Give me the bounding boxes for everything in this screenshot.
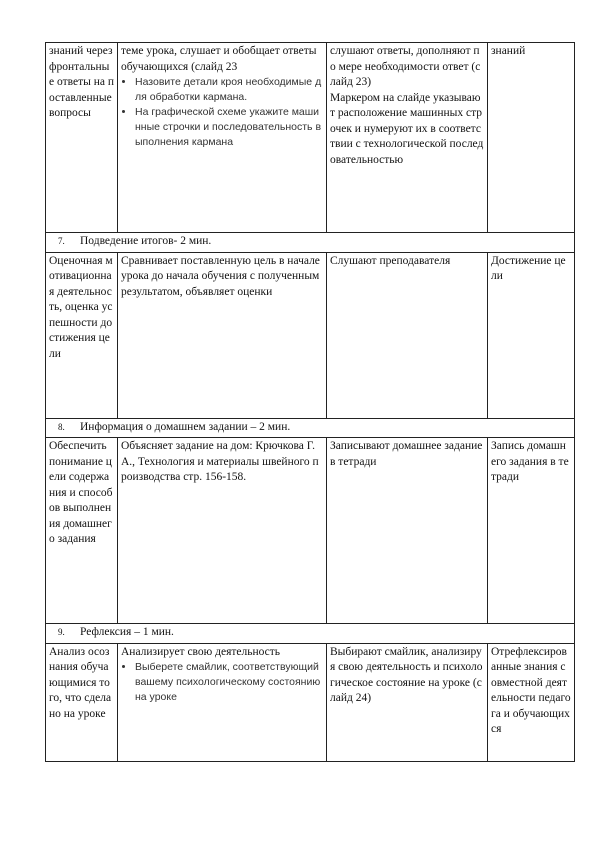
student-activity-cell: Записывают домашнее задание в тетради [327, 438, 488, 624]
stage-goal-cell: Анализ осознания обучающимися того, что сделано на уроке [46, 643, 118, 761]
table-row [46, 438, 575, 624]
section-number: 8. [58, 421, 65, 432]
section-header [46, 418, 575, 438]
section-header-row [46, 233, 575, 253]
teacher-activity-cell: Объясняет задание на дом: Крючкова Г.А., Технология и материалы швейного производства стр. 156-158. [118, 438, 327, 624]
list-item: • На графической схеме укажите машинные строчки и последовательность выполнения кармана [135, 105, 323, 150]
teacher-activity-cell [118, 43, 327, 233]
stage-goal-cell: знаний через фронтальные ответы на поставленные вопросы [46, 43, 118, 233]
teacher-activity-text: теме урока, слушает и обобщает ответы обучающихся (слайд 23 [121, 45, 317, 73]
table-row [46, 43, 575, 233]
student-activity-text: Маркером на слайде указывают расположение машинных строчек и нумеруют их в соответствии с технологической последовательностью [330, 91, 484, 166]
student-activity-text: слушают ответы, дополняют по мере необходимости ответ (слайд 23) [330, 45, 481, 88]
section-title: Информация о домашнем задании – 2 мин. [80, 420, 291, 433]
result-cell: Запись домашнего задания в тетради [488, 438, 575, 624]
stage-goal-cell: Обеспечить понимание цели содержания и способов выполнения домашнего задания [46, 438, 118, 624]
section-header-row [46, 624, 575, 644]
section-title: Подведение итогов- 2 мин. [80, 235, 212, 247]
list-item: • Назовите детали кроя необходимые для обработки кармана. [135, 75, 323, 105]
section-header-row [46, 418, 575, 438]
student-activity-cell [327, 43, 488, 233]
teacher-activity-text: Анализирует свою деятельность [121, 645, 281, 658]
section-title: Рефлексия – 1 мин. [80, 626, 174, 638]
table-row [46, 643, 575, 761]
section-number: 7. [58, 236, 65, 246]
section-header [46, 233, 575, 253]
list-item: • Выберете смайлик, соответствующий вашему психологическому состоянию на уроке [135, 660, 323, 705]
question-list [121, 75, 323, 150]
table-row [46, 252, 575, 418]
section-header [46, 624, 575, 644]
student-activity-cell: Выбирают смайлик, анализируя свою деятельность и психологическое состояние на уроке (слайд 24) [327, 643, 488, 761]
result-cell: Достижение цели [488, 252, 575, 418]
lesson-plan-table [45, 42, 575, 762]
section-number: 9. [58, 627, 65, 637]
teacher-activity-cell [118, 643, 327, 761]
teacher-activity-cell: Сравнивает поставленную цель в начале урока до начала обучения с полученным результатом, объявляет оценки [118, 252, 327, 418]
result-cell: знаний [488, 43, 575, 233]
question-list [121, 660, 323, 705]
stage-goal-cell: Оценочная мотивационная деятельность, оценка успешности достижения цели [46, 252, 118, 418]
student-activity-cell: Слушают преподавателя [327, 252, 488, 418]
result-cell: Отрефлексированные знания совместной деятельности педагога и обучающихся [488, 643, 575, 761]
